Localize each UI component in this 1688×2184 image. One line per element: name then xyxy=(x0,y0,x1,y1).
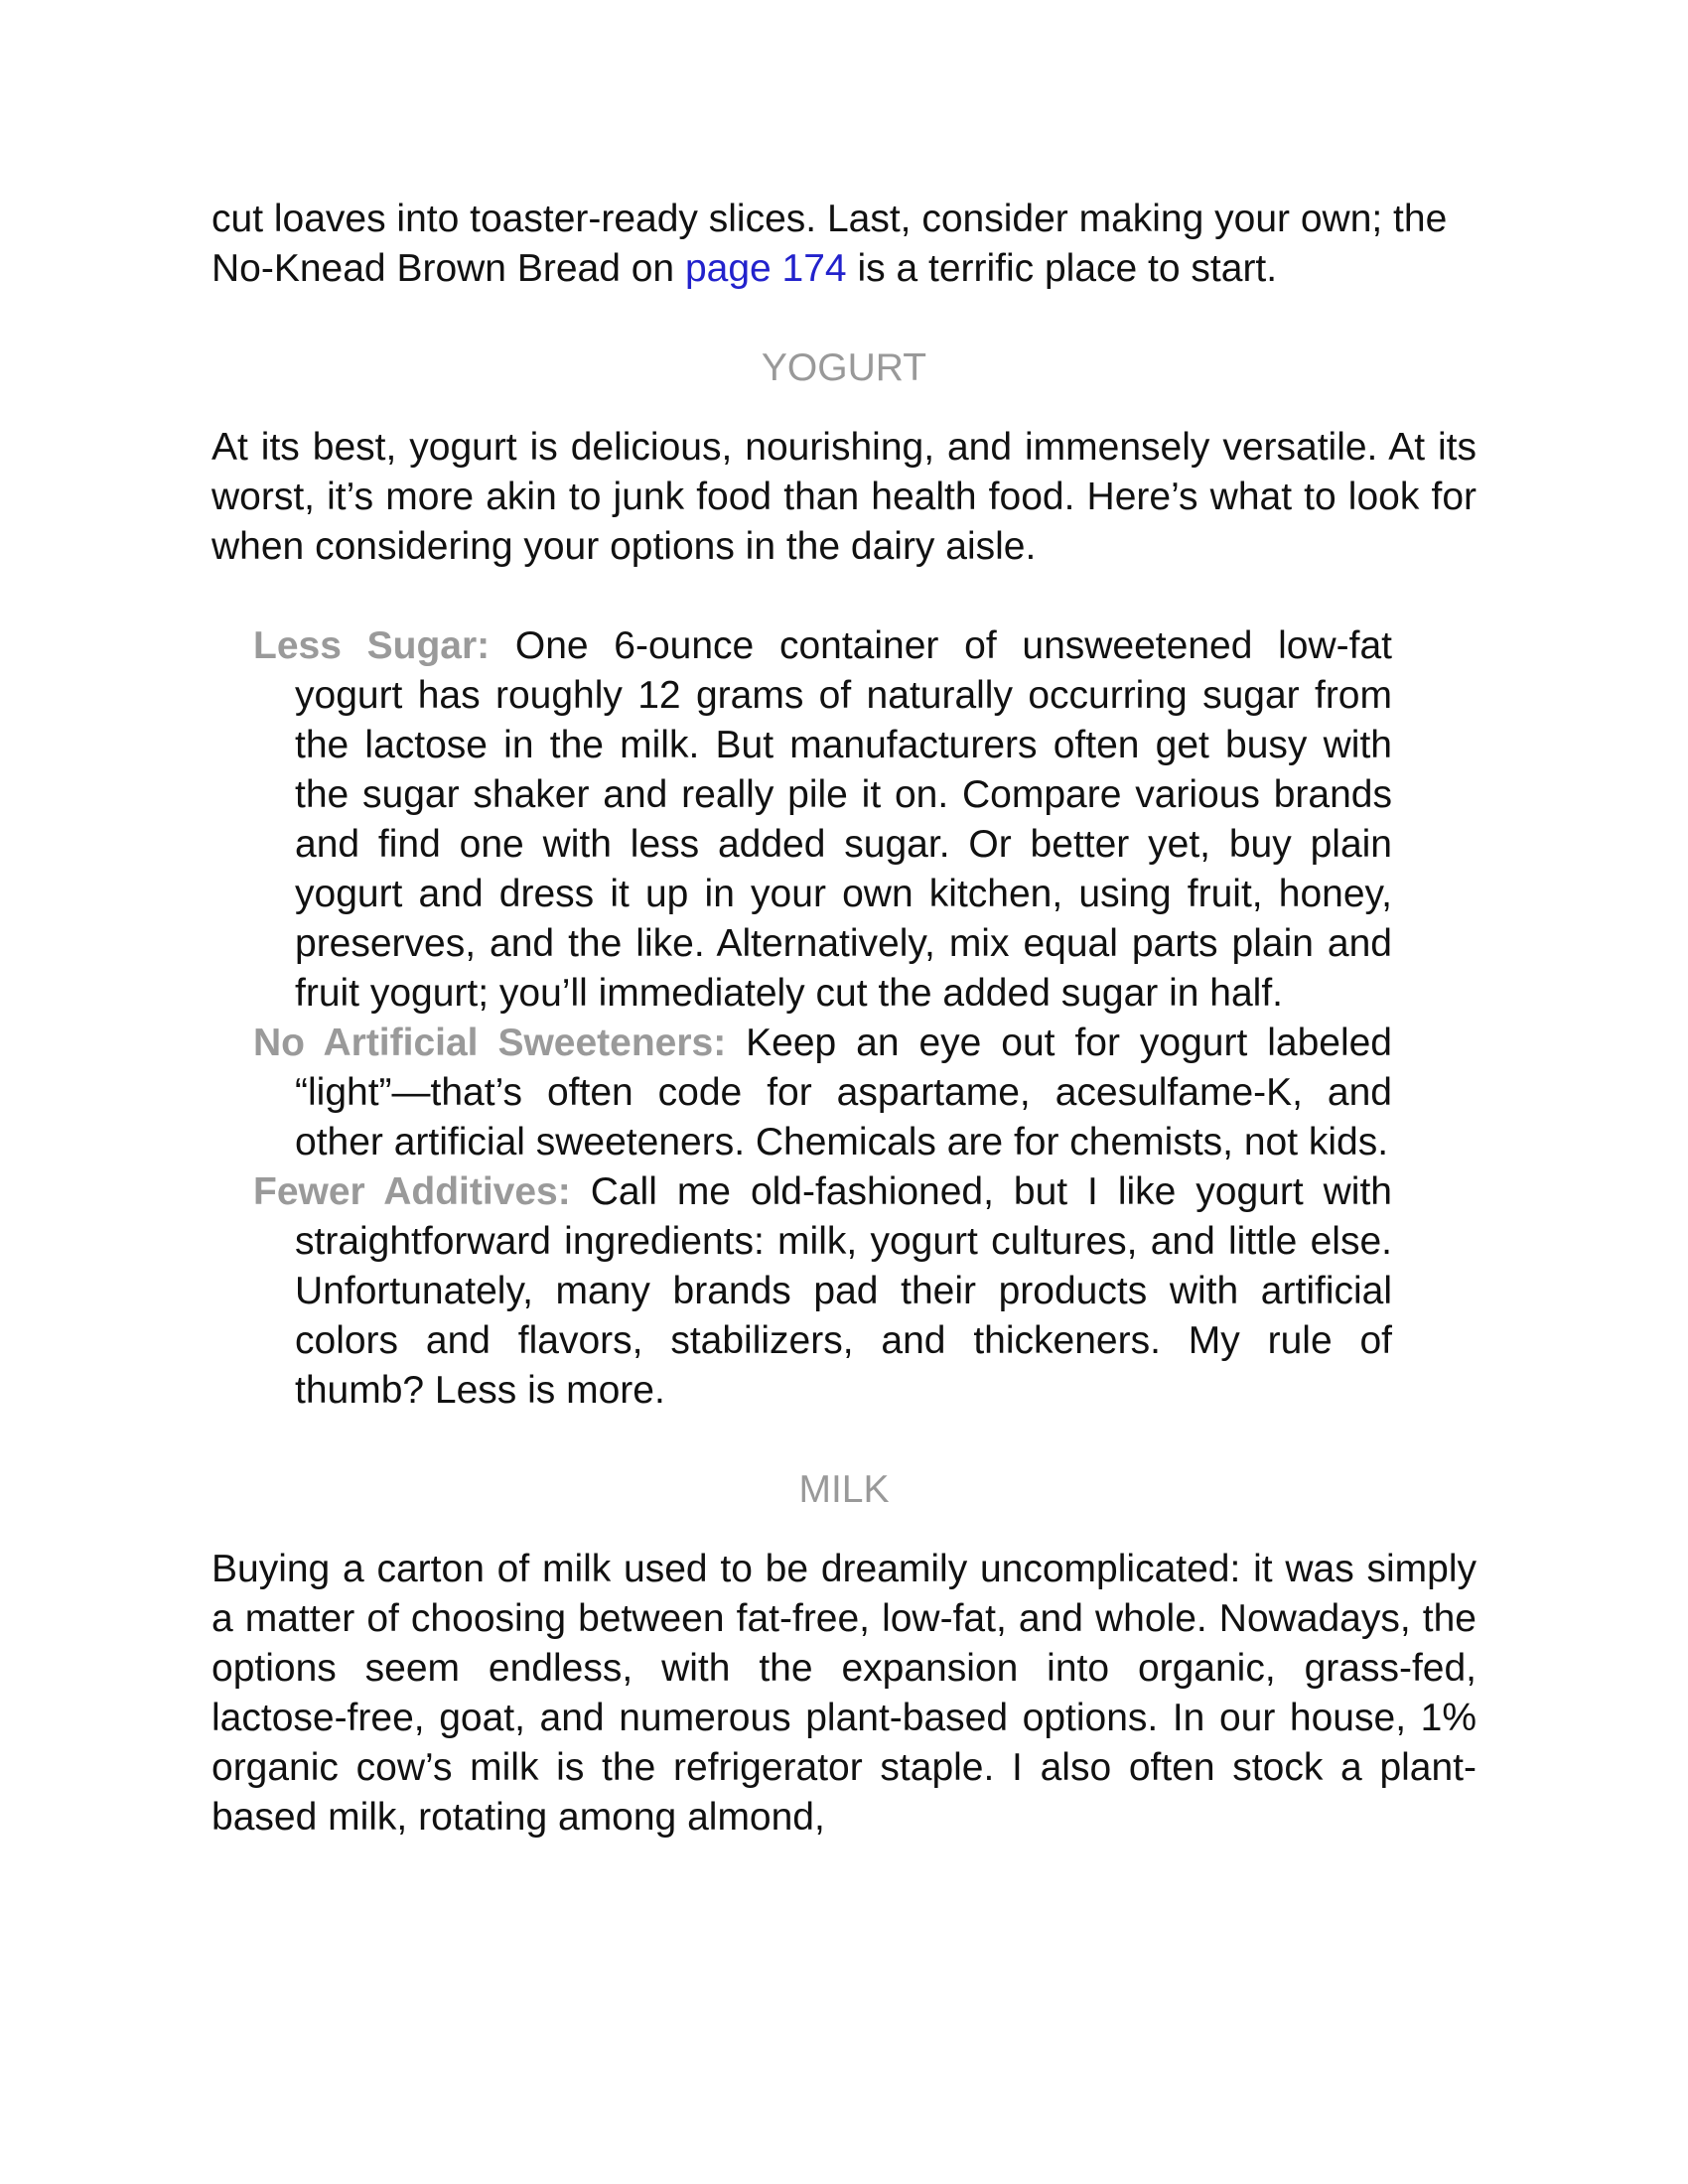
tip-text-no-artificial-sweeteners: Keep an eye out for yogurt labeled “light”—that’s often code for aspartame, acesulfame-K, and other artificial sweeteners. Chemicals are for chemists, not kids. xyxy=(295,1022,1392,1163)
tip-fewer-additives xyxy=(253,1167,1392,1416)
page-content xyxy=(211,195,1477,1843)
tip-text-fewer-additives: Call me old-fashioned, but I like yogurt with straightforward ingredients: milk, yogurt cultures, and little else. Unfortunately, many brands pad their products with artificial colors and flavors, stabilizers, and thickeners. My rule of thumb? Less is more. xyxy=(295,1170,1392,1412)
intro-paragraph xyxy=(211,195,1477,294)
tip-term-less-sugar: Less Sugar: xyxy=(253,624,491,667)
page-174-link[interactable]: page 174 xyxy=(684,247,847,290)
yogurt-tips-list xyxy=(211,621,1477,1416)
milk-heading: MILK xyxy=(798,1468,890,1511)
tip-term-fewer-additives: Fewer Additives: xyxy=(253,1170,571,1213)
tip-text-less-sugar: One 6-ounce container of unsweetened low-fat yogurt has roughly 12 grams of naturally occurring sugar from the lactose in the milk. But manufacturers often get busy with the sugar shaker and really pile it on. Compare various brands and find one with less added sugar. Or better yet, buy plain yogurt and dress it up in your own kitchen, using fruit, honey, preserves, and the like. Alternatively, mix equal parts plain and fruit yogurt; you’ll immediately cut the added sugar in half. xyxy=(295,624,1392,1015)
tip-less-sugar xyxy=(253,621,1392,1019)
yogurt-heading: YOGURT xyxy=(761,346,927,389)
tip-term-no-artificial-sweeteners: No Artificial Sweeteners: xyxy=(253,1022,727,1064)
intro-text-before-link: cut loaves into toaster-ready slices. Last, consider making your own; the No-Knead Brown Bread on xyxy=(211,198,1448,290)
tip-no-artificial-sweeteners xyxy=(253,1019,1392,1167)
yogurt-intro-paragraph: At its best, yogurt is delicious, nourishing, and immensely versatile. At its worst, it’s more akin to junk food than health food. Here’s what to look for when considering your options in the dairy aisle. xyxy=(211,426,1477,568)
milk-paragraph: Buying a carton of milk used to be dreamily uncomplicated: it was simply a matter of choosing between fat-free, low-fat, and whole. Nowadays, the options seem endless, with the expansion into organic, grass-fed, lactose-free, goat, and numerous plant-based options. In our house, 1% organic cow’s milk is the refrigerator staple. I also often stock a plant-based milk, rotating among almond, xyxy=(211,1548,1477,1839)
intro-text-after-link: is a terrific place to start. xyxy=(846,247,1278,290)
